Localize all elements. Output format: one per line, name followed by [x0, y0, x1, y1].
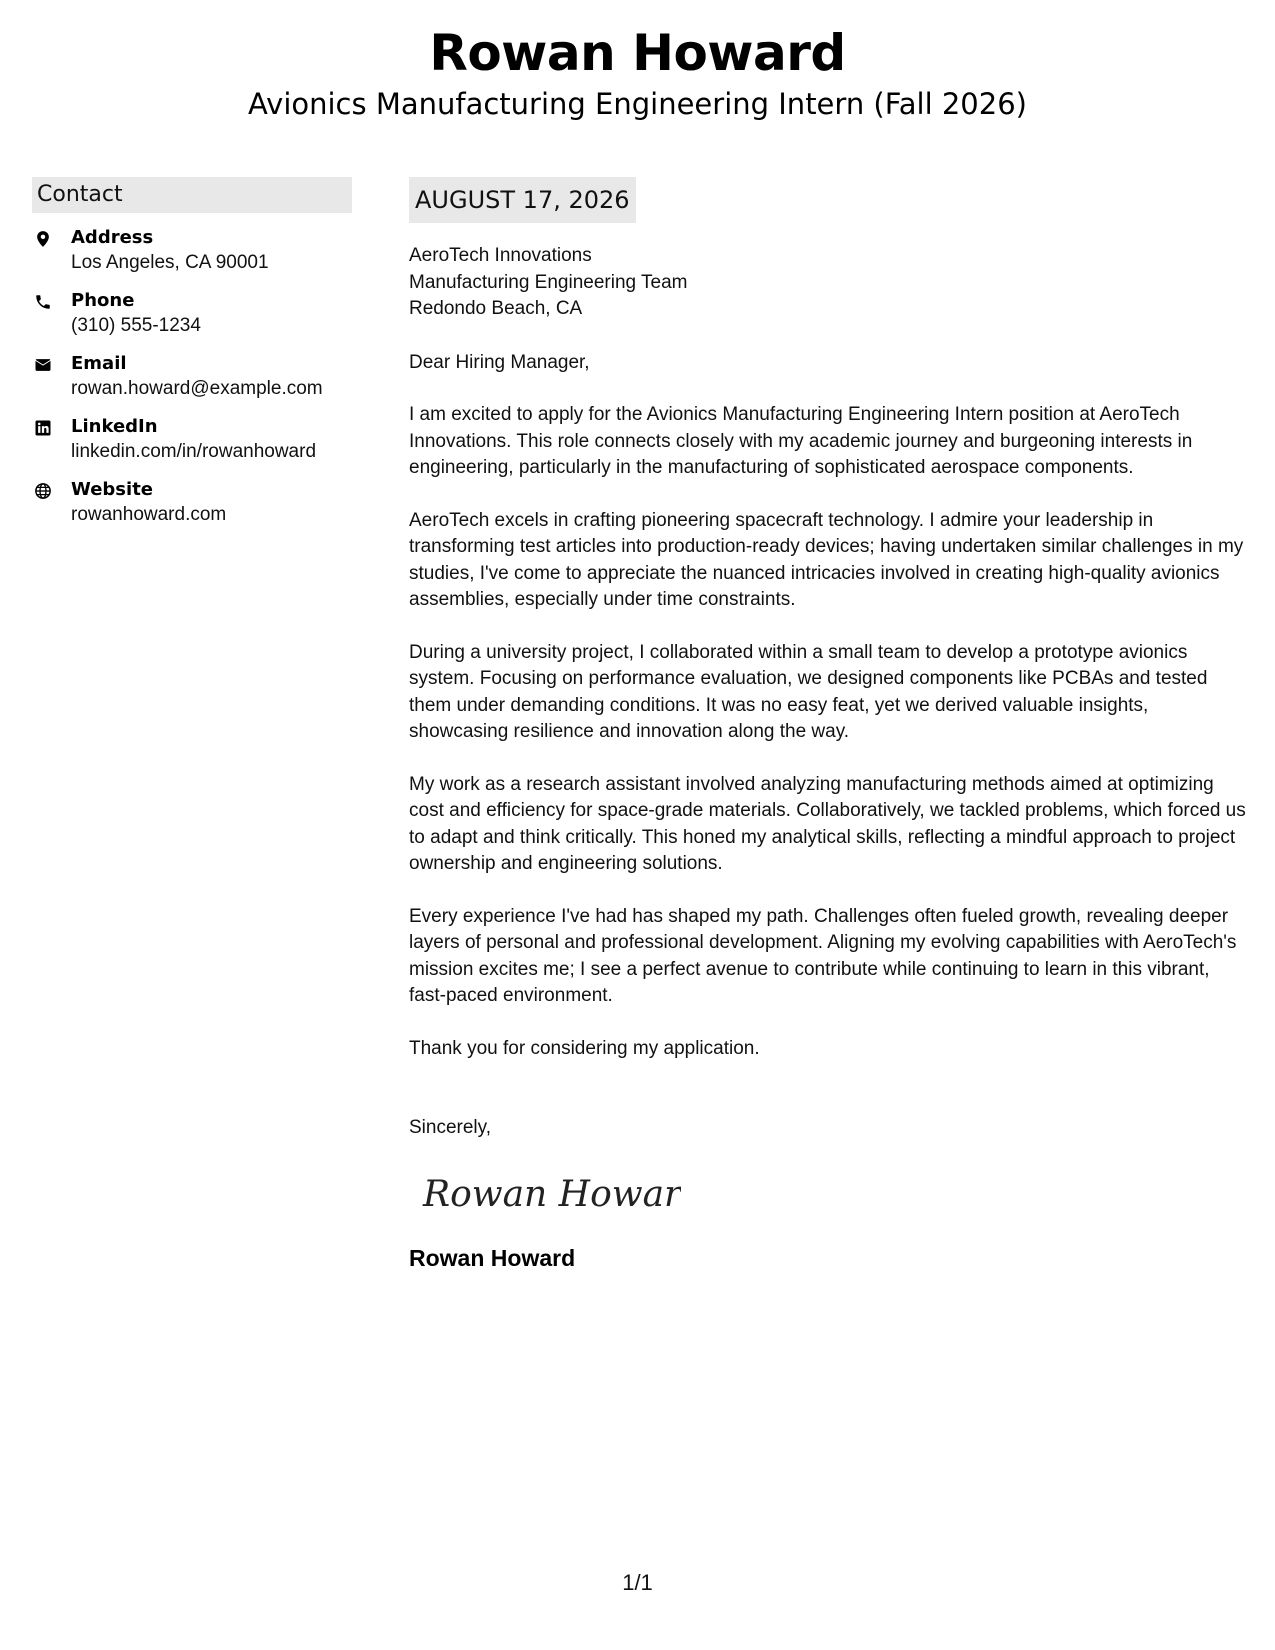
body-paragraph-1: I am excited to apply for the Avionics Manufacturing Engineering Intern position at AeroTech Innovations. This role connects closely with my academic journey and burgeoning interests in engineering, particularly in the manufacturing of sophisticated aerospace components.	[409, 404, 1193, 478]
recipient-location: Redondo Beach, CA	[409, 298, 583, 319]
body-paragraph-3: During a university project, I collaborated within a small team to develop a prototype avionics system. Focusing on performance evaluation, we designed components like PCBAs and tested them under demanding conditions. It was no easy feat, yet we derived valuable insights, showcasing resilience and innovation along the way.	[409, 641, 1208, 742]
contact-phone	[32, 289, 352, 339]
recipient-block	[409, 243, 1249, 323]
email-label: Email	[71, 353, 127, 374]
handwritten-signature	[421, 1164, 681, 1224]
address-value: Los Angeles, CA 90001	[71, 252, 269, 273]
body-paragraph-5: Every experience I've had has shaped my path. Challenges often fueled growth, revealing deeper layers of personal and professional development. Aligning my evolving capabilities with AeroTech's mission excites me; I see a perfect avenue to contribute while continuing to learn in this vibrant, fast-paced environment.	[409, 905, 1237, 1006]
phone-value: (310) 555-1234	[71, 315, 201, 336]
recipient-company: AeroTech Innovations	[409, 245, 592, 266]
linkedin-value[interactable]: linkedin.com/in/rowanhoward	[71, 441, 317, 462]
address-label: Address	[71, 227, 154, 248]
recipient-team: Manufacturing Engineering Team	[409, 271, 688, 293]
salutation: Dear Hiring Manager,	[409, 351, 590, 373]
signer-name: Rowan Howard	[409, 1244, 576, 1271]
closing: Sincerely,	[409, 1117, 492, 1138]
website-value[interactable]: rowanhoward.com	[71, 504, 227, 525]
envelope-icon	[34, 356, 52, 374]
phone-icon	[34, 293, 52, 311]
body-paragraph-2: AeroTech excels in crafting pioneering spacecraft technology. I admire your leadership in transforming test articles into production-ready devices; having undertaken similar challenges in my studies, I've come to appreciate the nuanced intricacies involved in creating high-quality avionics assemblies, especially under time constraints.	[409, 509, 1244, 610]
globe-icon	[34, 482, 52, 500]
map-pin-icon	[34, 230, 52, 248]
contact-heading: Contact	[32, 177, 352, 213]
letter-date: AUGUST 17, 2026	[409, 177, 636, 223]
email-value[interactable]: rowan.howard@example.com	[71, 378, 323, 399]
phone-label: Phone	[71, 290, 135, 311]
applicant-name: Rowan Howard	[429, 24, 846, 82]
letter-body	[409, 177, 1249, 1273]
body-paragraph-4: My work as a research assistant involved analyzing manufacturing methods aimed at optimizing cost and efficiency for space-grade materials. Collaboratively, we tackled problems, which forced us to adapt and think critically. This honed my analytical skills, reflecting a mindful approach to project ownership and engineering solutions.	[409, 773, 1246, 874]
letter-header	[0, 22, 1275, 124]
contact-linkedin	[32, 415, 352, 465]
body-paragraph-6: Thank you for considering my application.	[409, 1037, 760, 1059]
contact-sidebar	[32, 177, 352, 528]
contact-address	[32, 226, 352, 276]
website-label: Website	[71, 479, 154, 500]
contact-website	[32, 478, 352, 528]
signature-text: Rowan Howard	[423, 1173, 681, 1215]
contact-email	[32, 352, 352, 402]
job-title: Avionics Manufacturing Engineering Intern (Fall 2026)	[248, 87, 1027, 121]
page-number: 1/1	[622, 1570, 653, 1595]
linkedin-icon	[34, 419, 52, 437]
linkedin-label: LinkedIn	[71, 416, 158, 437]
